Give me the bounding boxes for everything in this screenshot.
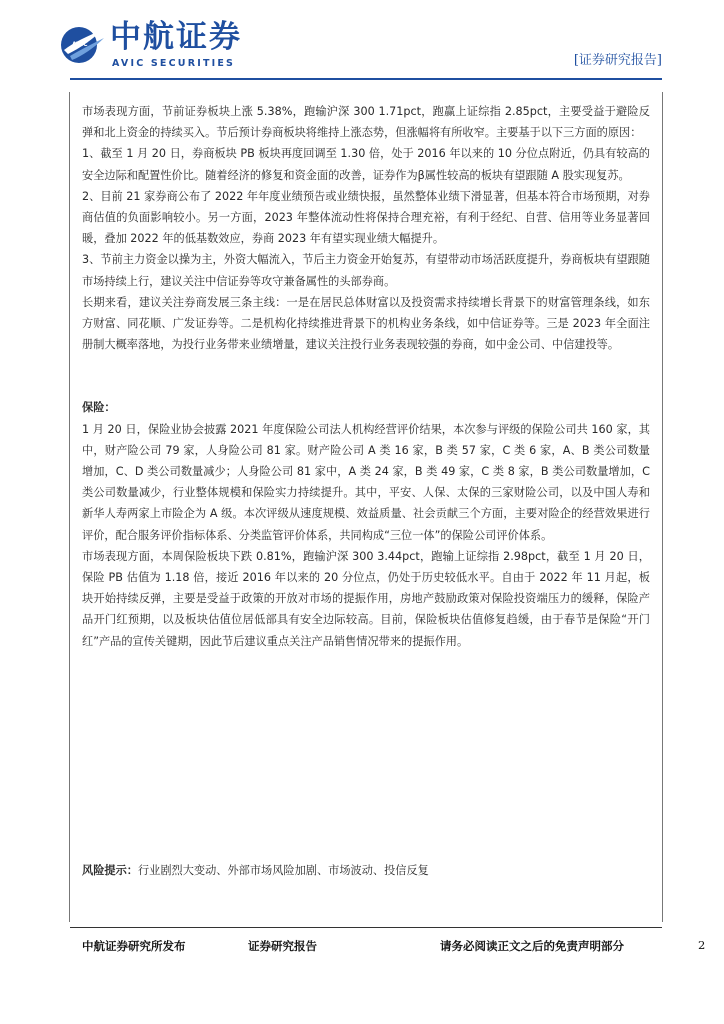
risk-warning <box>82 861 650 881</box>
footer-report-type: 证券研究报告 <box>248 939 317 953</box>
brokerage-paragraph: 2、目前 21 家券商公布了 2022 年年度业绩预告或业绩快报，虽然整体业绩下滑显著，但基本符合市场预期，对券商估值的负面影响较小。另一方面，2023 年整体流动性将保持合理充裕，有利于经纪、自营、信用等业务显著回暖，叠加 2022 年的低基数效应，券商 2023 年有望实现业绩大幅提升。 <box>82 189 650 246</box>
svg-text:AVIC: AVIC <box>72 41 88 48</box>
header-divider <box>70 78 662 80</box>
footer-divider <box>70 927 662 928</box>
brokerage-paragraph: 长期来看，建议关注券商发展三条主线：一是在居民总体财富以及投资需求持续增长背景下的财富管理条线，如东方财富、同花顺、广发证券等。二是机构化持续推进背景下的机构业务条线，如中信证券等。三是 2023 年全面注册制大概率落地，为投行业务带来业绩增量，建议关注投行业务表现较强的券商，如中金公司、中信建投等。 <box>82 295 650 352</box>
report-body <box>82 101 650 652</box>
brand-name-en: AVIC SECURITIES <box>112 58 236 69</box>
insurance-paragraph: 1 月 20 日，保险业协会披露 2021 年度保险公司法人机构经营评价结果，本次参与评级的保险公司共 160 家，其中，财产险公司 79 家，人身险公司 81 家。财产险公司 A 类 16 家，B 类 57 家，C 类 6 家，A、B 类公司数量增加，C、D 类公司数量减少；人身险公司 81 家中，A 类 24 家，B 类 49 家，C 类 8 家，B 类公司数量增加，C 类公司数量减少，行业整体规模和保险实力持续提升。其中，平安、人保、太保的三家财险公司，以及中国人寿和新华人寿两家上市险企为 A 级。本次评级从速度规模、效益质量、社会贡献三个方面，主要对险企的经营效果进行评价，配合服务评价指标体系、分类监管评价体系，共同构成“三位一体”的保险公司评价体系。 <box>82 422 650 542</box>
risk-label: 风险提示： <box>82 864 138 877</box>
footer-disclaimer: 请务必阅读正文之后的免责声明部分 <box>440 939 624 953</box>
left-margin-rule <box>69 92 70 922</box>
insurance-section-title: 保险： <box>82 401 116 415</box>
page-header <box>0 0 724 80</box>
risk-text: 行业剧烈大变动、外部市场风险加剧、市场波动、投信反复 <box>137 864 429 877</box>
brokerage-paragraph: 1、截至 1 月 20 日，券商板块 PB 板块再度回调至 1.30 倍，处于 2016 年以来的 10 分位点附近，仍具有较高的安全边际和配置性价比。随着经济的修复和资金面的改善，证券作为β属性较高的板块有望跟随 A 股实现复苏。 <box>82 147 650 182</box>
footer-publisher: 中航证券研究所发布 <box>82 939 186 953</box>
avic-logo-icon <box>58 24 104 64</box>
right-margin-rule <box>662 92 663 922</box>
insurance-paragraph: 市场表现方面，本周保险板块下跌 0.81%，跑输沪深 300 3.44pct，跑输上证综指 2.98pct，截至 1 月 20 日，保险 PB 估值为 1.18 倍，接近 2016 年以来的 20 分位点，仍处于历史较低水平。自由于 2022 年 11 月起，板块开始持续反弹，主要是受益于政策的开放对市场的提振作用，房地产鼓励政策对保险投资端压力的缓释，保险产品开门红预期，以及板块估值位居低部具有安全边际较高。目前，保险板块估值修复趋缓，由于春节是保险“开门红”产品的宣传关键期，因此节后建议重点关注产品销售情况带来的提振作用。 <box>82 549 650 648</box>
brokerage-paragraph: 市场表现方面，节前证券板块上涨 5.38%，跑输沪深 300 1.71pct，跑赢上证综指 2.85pct，主要受益于避险反弹和北上资金的持续买入。节后预计券商板块将维持上涨态势，但涨幅将有所收窄。主要基于以下三方面的原因： <box>82 105 650 140</box>
page-number: 2 <box>698 938 706 952</box>
report-type-tag: [证券研究报告] <box>573 53 662 68</box>
brand-name-cn: 中航证券 <box>110 19 242 55</box>
brokerage-paragraph: 3、节前主力资金以操为主，外资大幅流入，节后主力资金开始复苏，有望带动市场活跃度提升，券商板块有望跟随市场持续上行，建议关注中信证券等攻守兼备属性的头部券商。 <box>82 253 650 288</box>
